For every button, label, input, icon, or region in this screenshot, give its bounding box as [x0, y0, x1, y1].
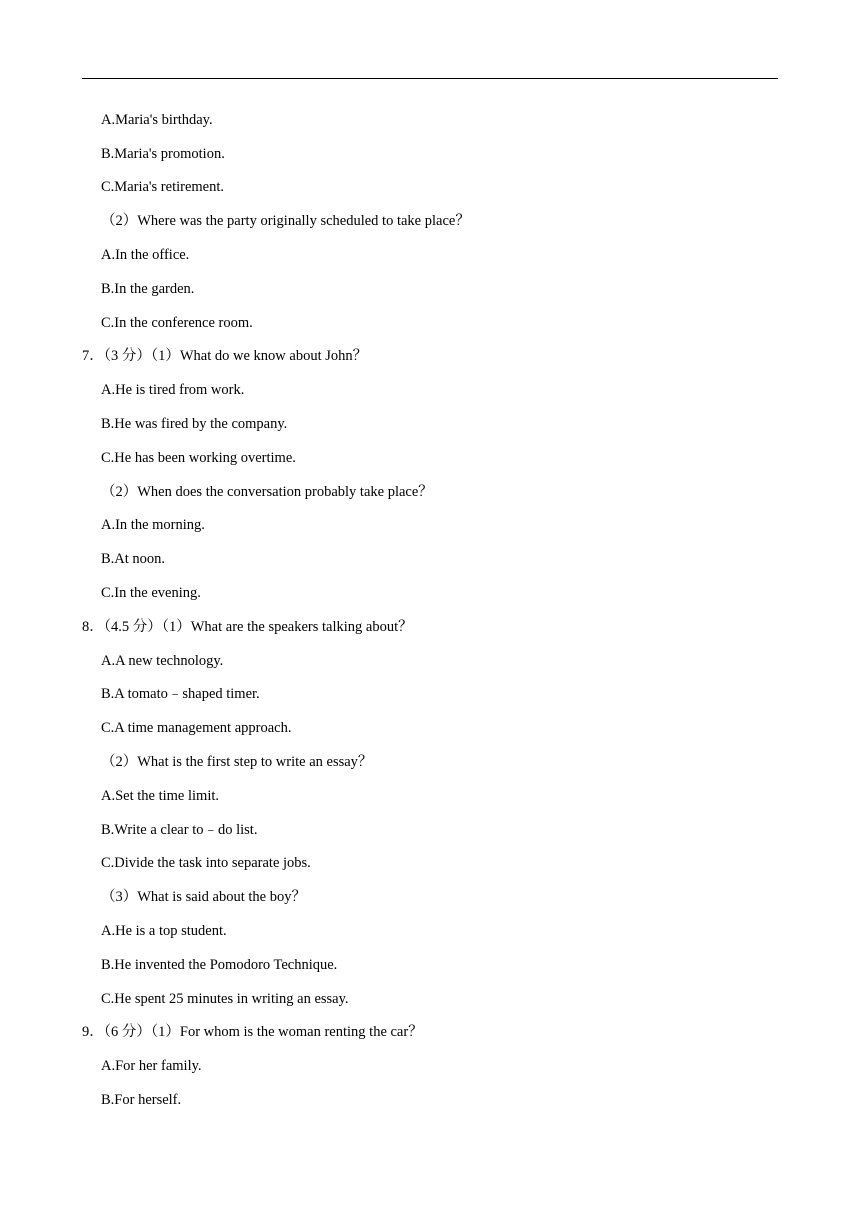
option-line: A.A new technology. [101, 653, 224, 669]
option-line: A.Maria's birthday. [101, 112, 213, 128]
option-line: C.He spent 25 minutes in writing an essay. [101, 991, 349, 1007]
header-rule [82, 78, 778, 79]
option-line: C.Divide the task into separate jobs. [101, 855, 311, 871]
option-line: A.He is tired from work. [101, 382, 245, 398]
option-line: A.For her family. [101, 1058, 202, 1074]
sub-question-line: （3）What is said about the boy？ [101, 889, 306, 905]
option-line: A.In the office. [101, 247, 190, 263]
option-line: C.Maria's retirement. [101, 179, 225, 195]
option-line: A.In the morning. [101, 517, 205, 533]
option-line: B.For herself. [101, 1092, 182, 1108]
sub-question-line: （2）Where was the party originally scheduled to take place？ [101, 213, 470, 229]
option-line: A.Set the time limit. [101, 788, 220, 804]
option-line: B.A tomato﹣shaped timer. [101, 686, 260, 702]
sub-question-line: （2）What is the first step to write an essay？ [101, 754, 373, 770]
option-line: B.Write a clear to﹣do list. [101, 822, 258, 838]
option-line: B.Maria's promotion. [101, 146, 225, 162]
option-line: C.A time management approach. [101, 720, 292, 736]
option-line: C.In the conference room. [101, 315, 253, 331]
sub-question-line: （2）When does the conversation probably take place？ [101, 484, 433, 500]
option-line: B.He was fired by the company. [101, 416, 288, 432]
option-line: B.He invented the Pomodoro Technique. [101, 957, 338, 973]
option-line: B.In the garden. [101, 281, 195, 297]
option-line: B.At noon. [101, 551, 166, 567]
question-line: 7．（3 分）（1）What do we know about John？ [82, 348, 368, 364]
question-line: 9．（6 分）（1）For whom is the woman renting the car？ [82, 1024, 423, 1040]
option-line: C.He has been working overtime. [101, 450, 296, 466]
option-line: A.He is a top student. [101, 923, 227, 939]
option-line: C.In the evening. [101, 585, 201, 601]
question-line: 8．（4.5 分）（1）What are the speakers talking about？ [82, 619, 413, 635]
